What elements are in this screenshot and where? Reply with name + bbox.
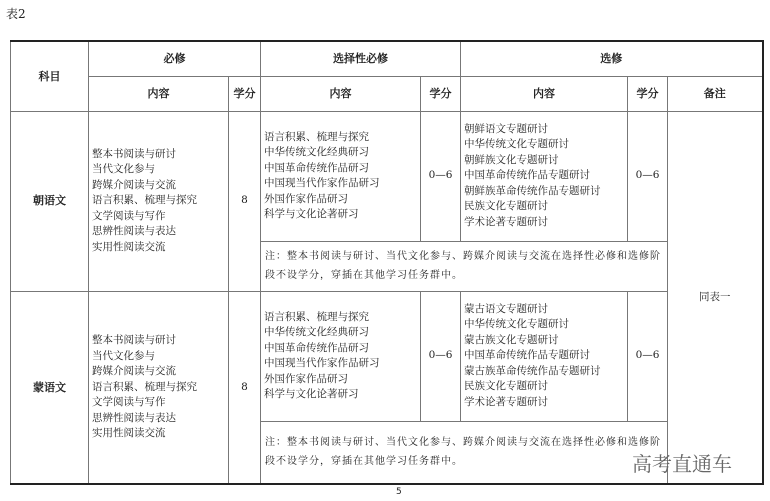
list-item: 中国革命传统作品专题研讨 [464,349,590,362]
list-item: 实用性阅读交流 [92,427,166,439]
elective-required-credits: 0—6 [421,291,461,421]
watermark: 高考直通车 [632,452,732,476]
list-item: 跨媒介阅读与交流 [92,365,176,377]
header-remark: 备注 [668,76,763,111]
header-credits: 学分 [628,76,668,111]
list-item: 中国革命传统作品研习 [264,161,369,174]
header-elective-required: 选择性必修 [261,41,461,76]
header-subject: 科目 [11,41,89,111]
list-item: 蒙古族革命传统作品专题研讨 [464,364,601,377]
header-content: 内容 [261,76,421,111]
header-content: 内容 [461,76,628,111]
list-item: 中国革命传统作品专题研讨 [464,169,590,182]
list-item: 蒙古语文专题研讨 [464,302,548,315]
elective-credits: 0—6 [628,111,668,241]
list-item: 民族文化专题研讨 [464,380,548,393]
curriculum-table [10,40,764,485]
header-credits: 学分 [421,76,461,111]
note-cell: 注：整本书阅读与研讨、当代文化参与、跨媒介阅读与交流在选择性必修和选修阶段不设学分，穿插在其他学习任务群中。 [261,241,668,291]
table-caption: 表2 [6,7,26,21]
table-row [11,111,763,241]
list-item: 当代文化参与 [92,349,155,362]
list-item: 民族文化专题研讨 [464,200,548,213]
elective-required-list [261,111,421,241]
page-number: 5 [396,487,402,497]
list-item: 思辨性阅读与表达 [92,411,176,424]
elective-list [461,111,628,241]
list-item: 语言积累、梳理与探究 [264,130,369,143]
subject-cell: 朝语文 [11,111,89,291]
list-item: 中华传统文化经典研习 [264,146,369,158]
elective-list [461,291,628,421]
list-item: 文学阅读与写作 [92,396,166,408]
list-item: 语言积累、梳理与探究 [92,380,197,393]
list-item: 语言积累、梳理与探究 [264,310,369,323]
compulsory-list [89,291,229,484]
list-item: 朝鲜族革命传统作品专题研讨 [464,184,601,197]
list-item: 科学与文化论著研习 [264,208,359,220]
list-item: 实用性阅读交流 [92,240,166,253]
list-item: 外国作家作品研习 [264,372,348,385]
elective-credits: 0—6 [628,291,668,421]
list-item: 学术论著专题研讨 [464,215,548,228]
list-item: 中国现当代作家作品研习 [264,177,380,189]
header-compulsory: 必修 [89,41,261,76]
compulsory-credits: 8 [229,111,261,291]
list-item: 科学与文化论著研习 [264,388,359,400]
list-item: 中国革命传统作品研习 [264,341,369,354]
list-item: 中华传统文化专题研讨 [464,138,569,151]
list-item: 语言积累、梳理与探究 [92,194,197,207]
list-item: 朝鲜语文专题研讨 [464,122,548,135]
list-item: 整本书阅读与研讨 [92,334,176,346]
note-cell: 注：整本书阅读与研讨、当代文化参与、跨媒介阅读与交流在选择性必修和选修阶段不设学分，穿插在其他学习任务群中。 [261,421,668,484]
header-credits: 学分 [229,76,261,111]
list-item: 跨媒介阅读与交流 [92,178,176,191]
list-item: 当代文化参与 [92,163,155,176]
list-item: 中华传统文化经典研习 [264,326,369,338]
list-item: 中国现当代作家作品研习 [264,357,380,369]
table-row [11,291,763,421]
list-item: 文学阅读与写作 [92,209,166,222]
list-item: 思辨性阅读与表达 [92,225,176,238]
elective-required-list [261,291,421,421]
list-item: 外国作家作品研习 [264,192,348,205]
compulsory-credits: 8 [229,291,261,484]
remark-cell: 同表一 [668,111,763,484]
elective-required-credits: 0—6 [421,111,461,241]
header-content: 内容 [89,76,229,111]
header-elective: 选修 [461,41,763,76]
subject-cell: 蒙语文 [11,291,89,484]
list-item: 蒙古族文化专题研讨 [464,333,559,346]
list-item: 整本书阅读与研讨 [92,147,176,160]
list-item: 学术论著专题研讨 [464,395,548,408]
list-item: 朝鲜族文化专题研讨 [464,153,559,166]
list-item: 中华传统文化专题研讨 [464,318,569,331]
compulsory-list [89,111,229,291]
